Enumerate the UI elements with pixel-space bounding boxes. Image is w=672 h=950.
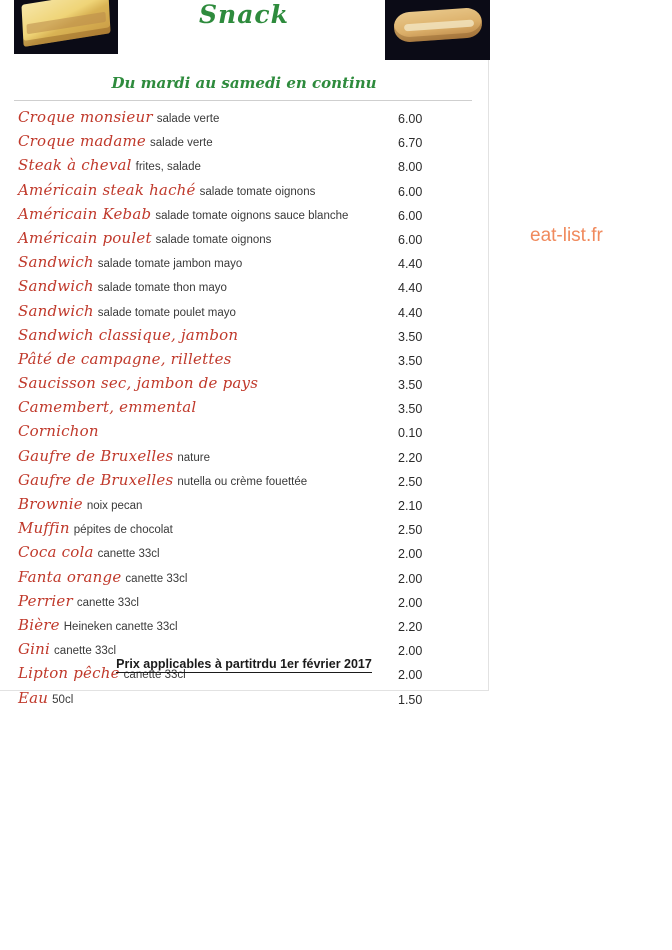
divider [14,100,472,101]
menu-item-description: salade tomate oignons sauce blanche [155,209,349,222]
menu-item-description: canette 33cl [123,669,186,682]
menu-item-name [18,132,213,151]
menu-item-title: Américain steak haché [18,180,196,199]
menu-item-price: 6.00 [398,208,423,223]
menu-item-price: 6.70 [398,136,423,151]
menu-item-price: 2.50 [398,474,423,489]
menu-item-price: 8.00 [398,160,423,175]
menu-item-description: pépites de chocolat [73,524,173,537]
menu-item-title: Gaufre de Bruxelles [18,470,174,489]
menu-item-name [18,592,139,611]
menu-item-price: 2.20 [398,450,423,465]
menu-item-row [18,568,470,592]
menu-item-row [18,350,470,374]
menu-item-description: salade tomate jambon mayo [97,258,243,271]
menu-item-title: Eau [18,688,49,707]
menu-item-name [18,350,232,369]
menu-item-title: Américain poulet [18,228,152,247]
opening-days-subtitle: Du mardi au samedi en continu [111,74,377,92]
menu-item-name [18,108,219,127]
menu-item-title: Gaufre de Bruxelles [18,446,174,465]
menu-item-name [18,495,142,514]
menu-item-name [18,326,238,345]
menu-item-description: salade verte [150,137,213,150]
menu-item-price: 6.00 [398,232,423,247]
menu-item-row [18,253,470,277]
menu-item-price: 2.00 [398,595,423,610]
menu-item-price: 0.10 [398,426,423,441]
menu-item-title: Cornichon [18,422,99,441]
menu-item-title: Croque madame [18,132,146,151]
menu-item-price: 4.40 [398,257,423,272]
menu-item-row [18,616,470,640]
menu-item-title: Lipton pêche [18,664,120,683]
menu-item-name [18,519,173,538]
menu-item-description: frites, salade [135,161,201,174]
menu-item-description: canette 33cl [76,596,139,609]
menu-item-price: 3.50 [398,353,423,368]
menu-item-title: Bière [18,615,60,634]
menu-item-row [18,398,470,422]
menu-item-title: Fanta orange [18,567,122,586]
menu-item-title: Coca cola [18,543,94,562]
menu-item-title: Steak à cheval [18,156,132,175]
menu-item-price: 2.20 [398,619,423,634]
menu-item-name [18,616,178,635]
menu-item-description: salade tomate oignons [155,233,272,246]
menu-item-price: 6.00 [398,112,423,126]
menu-item-description: salade tomate thon mayo [97,282,227,295]
menu-item-name [18,277,227,296]
menu-item-price: 3.50 [398,378,423,393]
menu-item-description: nature [177,451,210,464]
menu-item-name [18,689,73,708]
menu-item-price: 6.00 [398,184,423,199]
menu-item-title: Américain Kebab [18,204,152,223]
menu-item-price: 1.50 [398,692,423,707]
menu-item-description: salade tomate poulet mayo [97,306,236,319]
watermark: eat-list.fr [530,225,603,246]
menu-item-name [18,205,348,224]
menu-item-name [18,253,242,272]
menu-item-name [18,229,271,248]
menu-item-price: 2.00 [398,644,423,659]
menu-item-title: Sandwich [18,301,94,320]
menu-item-title: Sandwich classique, jambon [18,325,239,344]
menu-item-row [18,471,470,495]
menu-item-row [18,156,470,180]
menu-item-description: salade verte [156,113,220,125]
menu-item-description: Heineken canette 33cl [63,620,178,633]
menu-item-title: Camembert, emmental [18,398,197,417]
menu-item-row [18,592,470,616]
menu-item-description: canette 33cl [54,645,117,658]
menu-item-name [18,302,236,321]
menu-item-price: 4.40 [398,305,423,320]
menu-item-title: Gini [18,640,51,659]
menu-item-price: 2.00 [398,571,423,586]
menu-item-price: 3.50 [398,329,423,344]
menu-item-description: nutella ou crème fouettée [177,475,308,488]
menu-item-row [18,422,470,446]
menu-item-price: 2.00 [398,547,423,562]
menu-item-title: Pâté de campagne, rillettes [18,349,232,368]
menu-item-name [18,398,196,417]
page-title: Snack [199,0,289,29]
menu-item-row [18,302,470,326]
price-validity-text: Prix applicables à partitrdu 1er février 2017 [116,657,372,671]
menu-item-title: Croque monsieur [18,108,153,126]
menu-item-name [18,568,187,587]
menu-item-name [18,374,258,393]
menu-item-row [18,108,470,132]
menu-item-row [18,277,470,301]
menu-item-price: 3.50 [398,402,423,417]
menu-item-title: Sandwich [18,253,94,272]
menu-item-list [18,108,470,713]
menu-item-row [18,495,470,519]
menu-item-description: canette 33cl [97,548,160,561]
menu-item-row [18,132,470,156]
menu-item-row [18,519,470,543]
menu-item-title: Saucisson sec, jambon de pays [18,374,259,393]
menu-item-name [18,156,201,175]
menu-item-title: Sandwich [18,277,94,296]
menu-item-price: 2.10 [398,499,423,513]
menu-item-row [18,543,470,567]
menu-item-price: 4.40 [398,281,423,296]
menu-item-description: salade tomate oignons [199,185,316,198]
menu-item-name [18,471,307,490]
menu-item-row [18,229,470,253]
menu-item-description: noix pecan [86,500,143,512]
menu-item-title: Perrier [18,591,73,610]
menu-item-description: canette 33cl [125,572,188,585]
menu-item-row [18,689,470,713]
menu-item-price: 2.50 [398,523,423,538]
menu-item-row [18,205,470,229]
menu-item-price: 2.00 [398,668,423,683]
menu-item-row [18,181,470,205]
menu-item-title: Muffin [18,519,70,538]
menu-item-row [18,326,470,350]
menu-item-description: 50cl [52,693,74,706]
menu-item-row [18,447,470,471]
menu-item-name [18,447,210,466]
menu-item-name [18,543,160,562]
menu-item-name [18,422,99,441]
price-validity-note [0,655,488,673]
menu-item-row [18,374,470,398]
menu-item-title: Brownie [18,495,83,513]
menu-item-name [18,181,315,200]
